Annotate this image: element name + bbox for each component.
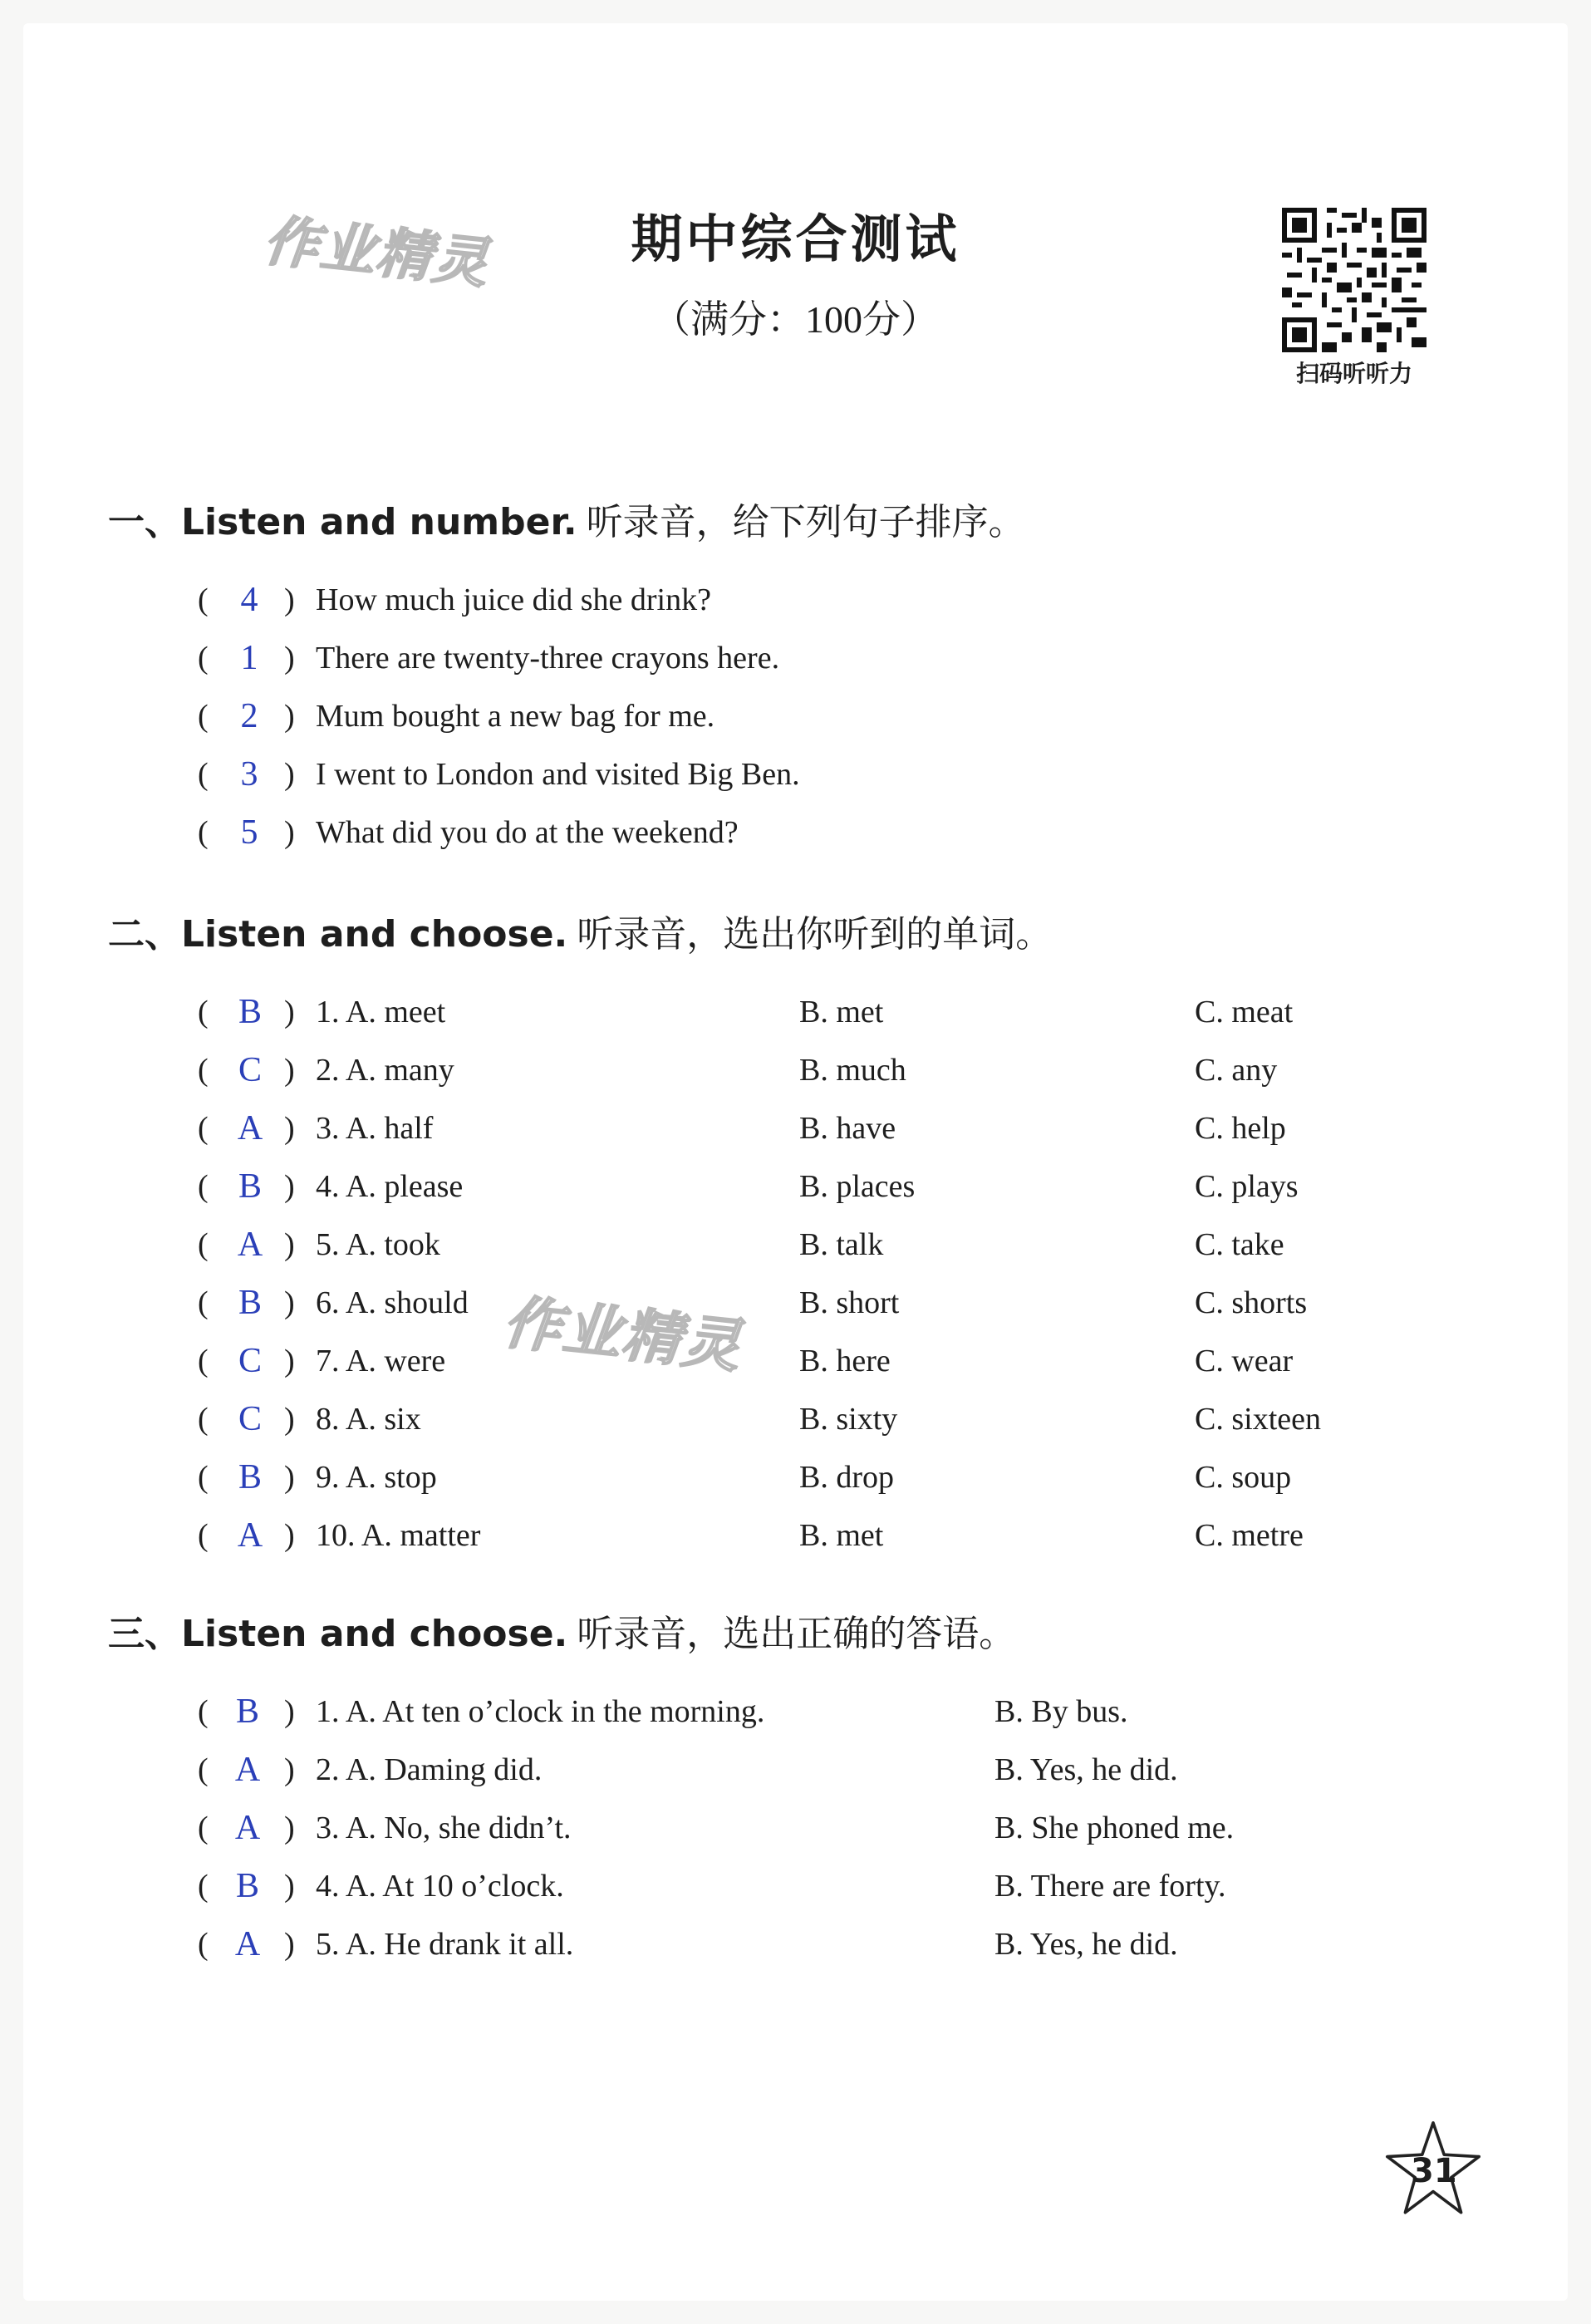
option-a: 1. A. At ten o’clock in the morning. — [316, 1694, 765, 1729]
answer-blank[interactable]: B — [238, 1284, 262, 1322]
option-c: C. metre — [1195, 1518, 1304, 1553]
option-a: 4. A. At 10 o’clock. — [316, 1869, 564, 1904]
option-a: 5. A. He drank it all. — [316, 1927, 574, 1962]
list-item: ( B ) 4. A. At 10 o’clock. B. There are forty. — [198, 1867, 1226, 1905]
list-item: ( A ) 3. A. No, she didn’t. B. She phoned me. — [198, 1809, 1235, 1847]
option-b: B. have — [799, 1111, 896, 1146]
option-c: C. help — [1195, 1111, 1286, 1146]
answer-blank[interactable]: C — [238, 1342, 262, 1380]
option-a: 5. A. took — [316, 1227, 440, 1262]
answer-blank[interactable]: A — [237, 1109, 263, 1147]
option-a: 3. A. No, she didn’t. — [316, 1811, 572, 1845]
answer-blank[interactable]: 2 — [240, 697, 258, 735]
option-b: B. here — [799, 1344, 891, 1378]
option-b: B. met — [799, 1518, 884, 1553]
list-item: ( B ) 6. A. should B. short C. shorts — [198, 1284, 1308, 1322]
option-a: 4. A. please — [316, 1169, 464, 1204]
section-1-heading — [108, 492, 1025, 545]
option-b: B. drop — [799, 1460, 894, 1495]
page-title: 期中综合测试 — [631, 209, 960, 269]
list-item: ( 5 ) What did you do at the weekend? — [198, 813, 739, 852]
option-b: B. talk — [799, 1227, 884, 1262]
option-a: 6. A. should — [316, 1285, 469, 1320]
option-c: C. take — [1195, 1227, 1284, 1262]
answer-blank[interactable]: A — [234, 1809, 261, 1847]
option-b: B. met — [799, 995, 884, 1029]
answer-blank[interactable]: A — [237, 1516, 263, 1555]
answer-blank[interactable]: A — [234, 1925, 261, 1963]
list-item: ( A ) 5. A. He drank it all. B. Yes, he did. — [198, 1925, 1178, 1963]
list-item: ( B ) 1. A. meet B. met C. meat — [198, 993, 1294, 1031]
answer-blank[interactable]: B — [238, 993, 262, 1031]
answer-blank[interactable]: 4 — [240, 581, 258, 619]
watermark-logo: 作业精灵 — [261, 208, 493, 296]
option-b: B. sixty — [799, 1402, 898, 1437]
answer-blank[interactable]: 1 — [240, 639, 258, 677]
qr-caption: 扫码听听力 — [1295, 360, 1412, 387]
list-item: ( B ) 9. A. stop B. drop C. soup — [198, 1458, 1292, 1496]
list-item: ( 4 ) How much juice did she drink? — [198, 581, 711, 619]
section-2-heading — [108, 904, 1052, 957]
answer-blank[interactable]: 5 — [240, 813, 258, 852]
option-b: B. Yes, he did. — [994, 1927, 1178, 1962]
option-b: B. short — [799, 1285, 900, 1320]
sentence-text: How much juice did she drink? — [316, 582, 711, 617]
section-title-en: Listen and number. — [181, 501, 577, 543]
option-a: 2. A. Daming did. — [316, 1752, 543, 1787]
section-number: 一、 — [108, 501, 181, 543]
option-c: C. any — [1195, 1053, 1278, 1088]
sentence-text: What did you do at the weekend? — [316, 815, 739, 850]
option-b: B. places — [799, 1169, 916, 1204]
option-a: 7. A. were — [316, 1344, 446, 1378]
option-c: C. shorts — [1195, 1285, 1308, 1320]
list-item: ( 1 ) There are twenty-three crayons here. — [198, 639, 780, 677]
option-b: B. Yes, he did. — [994, 1752, 1178, 1787]
list-item: ( A ) 10. A. matter B. met C. metre — [198, 1516, 1304, 1555]
option-c: C. wear — [1195, 1344, 1294, 1378]
section-number: 三、 — [108, 1613, 181, 1655]
answer-blank[interactable]: A — [234, 1751, 261, 1789]
option-a: 3. A. half — [316, 1111, 434, 1146]
list-item: ( C ) 7. A. were B. here C. wear — [198, 1342, 1294, 1380]
option-a: 8. A. six — [316, 1402, 421, 1437]
answer-blank[interactable]: B — [238, 1167, 262, 1206]
list-item: ( A ) 5. A. took B. talk C. take — [198, 1226, 1284, 1264]
watermark-logo: 作业精灵 — [499, 1288, 745, 1381]
option-b: B. She phoned me. — [994, 1811, 1235, 1845]
list-item: ( B ) 4. A. please B. places C. plays — [198, 1167, 1299, 1206]
option-c: C. sixteen — [1195, 1402, 1321, 1437]
section-title-en: Listen and choose. — [181, 1613, 568, 1655]
answer-blank[interactable]: C — [238, 1400, 262, 1438]
list-item: ( B ) 1. A. At ten o’clock in the morning. B. By bus. — [198, 1693, 1128, 1731]
list-item: ( A ) 3. A. half B. have C. help — [198, 1109, 1286, 1147]
option-a: 9. A. stop — [316, 1460, 437, 1495]
option-a: 2. A. many — [316, 1053, 454, 1088]
section-title-zh: 听录音，选出正确的答语。 — [577, 1613, 1016, 1655]
option-c: C. meat — [1195, 995, 1294, 1029]
section-number: 二、 — [108, 913, 181, 956]
sentence-text: Mum bought a new bag for me. — [316, 699, 715, 734]
answer-blank[interactable]: B — [238, 1458, 262, 1496]
option-b: B. By bus. — [994, 1694, 1128, 1729]
list-item: ( 2 ) Mum bought a new bag for me. — [198, 697, 715, 735]
list-item: ( 3 ) I went to London and visited Big Ben. — [198, 755, 800, 794]
list-item: ( A ) 2. A. Daming did. B. Yes, he did. — [198, 1751, 1178, 1789]
sentence-text: I went to London and visited Big Ben. — [316, 757, 800, 792]
page-subtitle: （满分：100分） — [652, 298, 939, 341]
section-title-zh: 听录音，选出你听到的单词。 — [577, 913, 1053, 956]
option-b: B. There are forty. — [994, 1869, 1226, 1904]
page-number: 31 — [1411, 2152, 1457, 2190]
option-c: C. soup — [1195, 1460, 1292, 1495]
section-title-en: Listen and choose. — [181, 913, 568, 956]
list-item: ( C ) 8. A. six B. sixty C. sixteen — [198, 1400, 1321, 1438]
list-item: ( C ) 2. A. many B. much C. any — [198, 1051, 1278, 1089]
qr-code-icon[interactable] — [1282, 208, 1426, 352]
section-3-heading — [108, 1604, 1015, 1657]
answer-blank[interactable]: B — [235, 1693, 259, 1731]
answer-blank[interactable]: B — [235, 1867, 259, 1905]
answer-blank[interactable]: C — [238, 1051, 262, 1089]
option-c: C. plays — [1195, 1169, 1299, 1204]
sentence-text: There are twenty-three crayons here. — [316, 641, 780, 676]
section-title-zh: 听录音，给下列句子排序。 — [586, 501, 1025, 543]
answer-blank[interactable]: 3 — [240, 755, 258, 794]
option-b: B. much — [799, 1053, 906, 1088]
option-a: 1. A. meet — [316, 995, 446, 1029]
answer-blank[interactable]: A — [237, 1226, 263, 1264]
option-a: 10. A. matter — [316, 1518, 481, 1553]
